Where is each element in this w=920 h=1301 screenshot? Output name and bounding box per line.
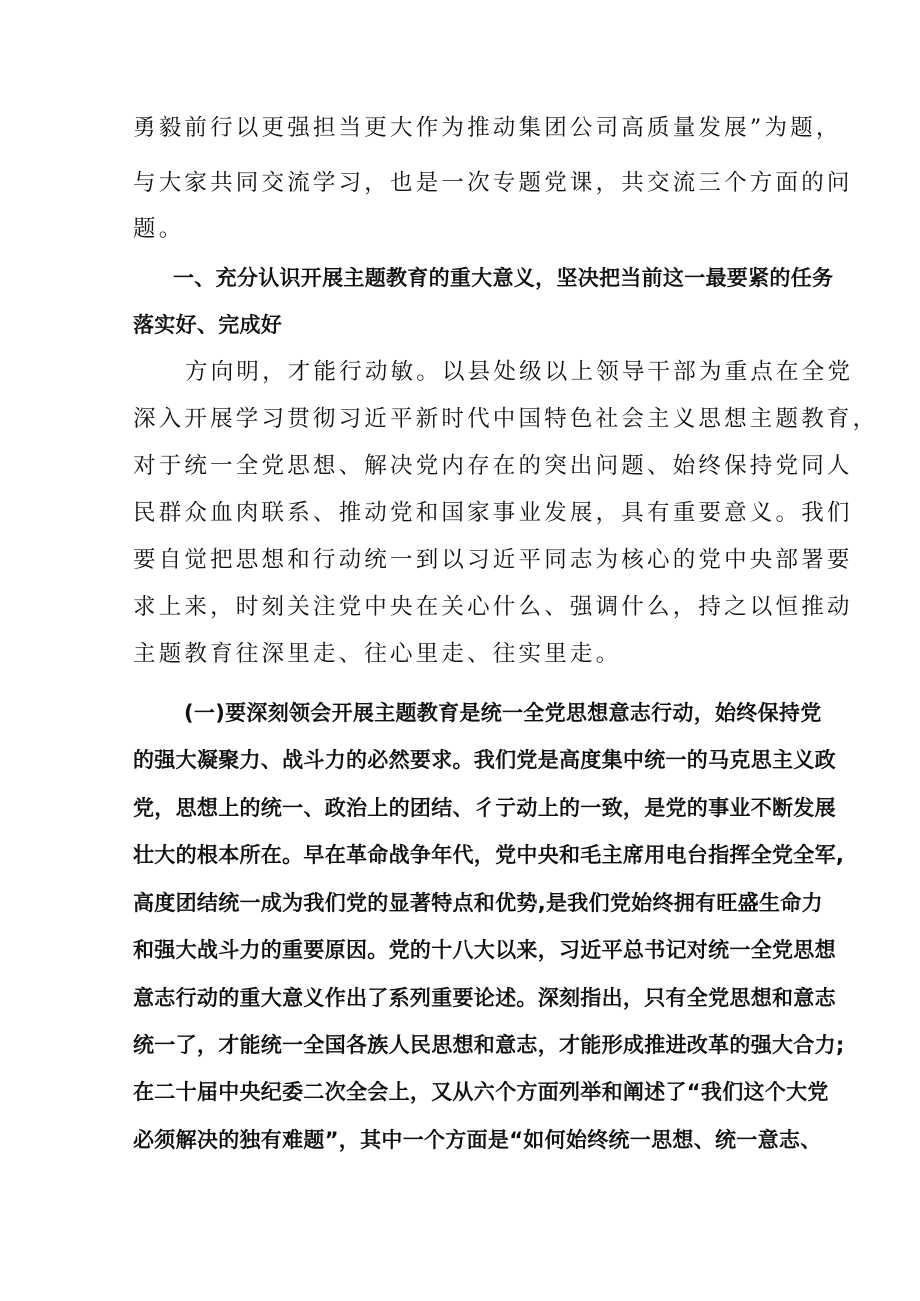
paragraph-line: 要自觉把思想和行动统一到以习近平同志为核心的党中央部署要 xyxy=(133,547,853,573)
subsection-line: 壮大的根本所在。早在革命战争年代，党中央和毛主席用电台指挥全党全军, xyxy=(133,843,845,867)
subsection-line: 统一了，才能统一全国各族人民思想和意志，才能形成推进改革的强大合力; xyxy=(133,1033,845,1057)
subsection-line: 意志行动的重大意义作出了系列重要论述。深刻指出，只有全党思想和意志 xyxy=(133,986,836,1010)
paragraph-line: 求上来，时刻关注党中央在关心什么、强调什么，持之以恒推动 xyxy=(133,594,853,620)
subsection-line: 和强大战斗力的重要原因。党的十八大以来，习近平总书记对统一全党思想 xyxy=(133,938,836,962)
paragraph-line: 对于统一全党思想、解决党内存在的突出问题、始终保持党同人 xyxy=(133,453,853,479)
section-heading-line: 一、充分认识开展主题教育的重大意义，坚决把当前这一最要紧的任务 xyxy=(173,266,834,290)
subsection-line: (一)要深刻领会开展主题教育是统一全党思想意志行动，始终保持党 xyxy=(184,701,822,725)
paragraph-line: 深入开展学习贯彻习近平新时代中国特色社会主义思想主题教育， xyxy=(133,406,879,432)
subsection-line: 在二十届中央纪委二次全会上，又从六个方面列举和阐述了“我们这个大党 xyxy=(133,1080,829,1104)
section-heading-line: 落实好、完成好 xyxy=(133,313,283,337)
intro-line: 勇毅前行以更强担当更大作为推动集团公司高质量发展”为题， xyxy=(133,115,842,141)
paragraph-line: 方向明，才能行动敏。以县处级以上领导干部为重点在全党 xyxy=(185,359,854,385)
subsection-line: 必须解决的独有难题”，其中一个方面是“如何始终统一思想、统一意志、 xyxy=(133,1128,822,1152)
intro-line: 题。 xyxy=(133,216,185,242)
subsection-line: 高度团结统一成为我们党的显著特点和优势,是我们党始终拥有旺盛生命力 xyxy=(133,891,823,915)
intro-line: 与大家共同交流学习，也是一次专题党课，共交流三个方面的问 xyxy=(133,170,853,196)
subsection-line: 的强大凝聚力、战斗力的必然要求。我们党是高度集中统一的马克思主义政 xyxy=(133,748,836,772)
paragraph-line: 民群众血肉联系、推动党和国家事业发展，具有重要意义。我们 xyxy=(133,500,853,526)
subsection-line: 党，思想上的统一、政治上的团结、彳亍动上的一致，是党的事业不断发展 xyxy=(133,796,836,820)
paragraph-line: 主题教育往深里走、往心里走、往实里走。 xyxy=(133,641,622,667)
